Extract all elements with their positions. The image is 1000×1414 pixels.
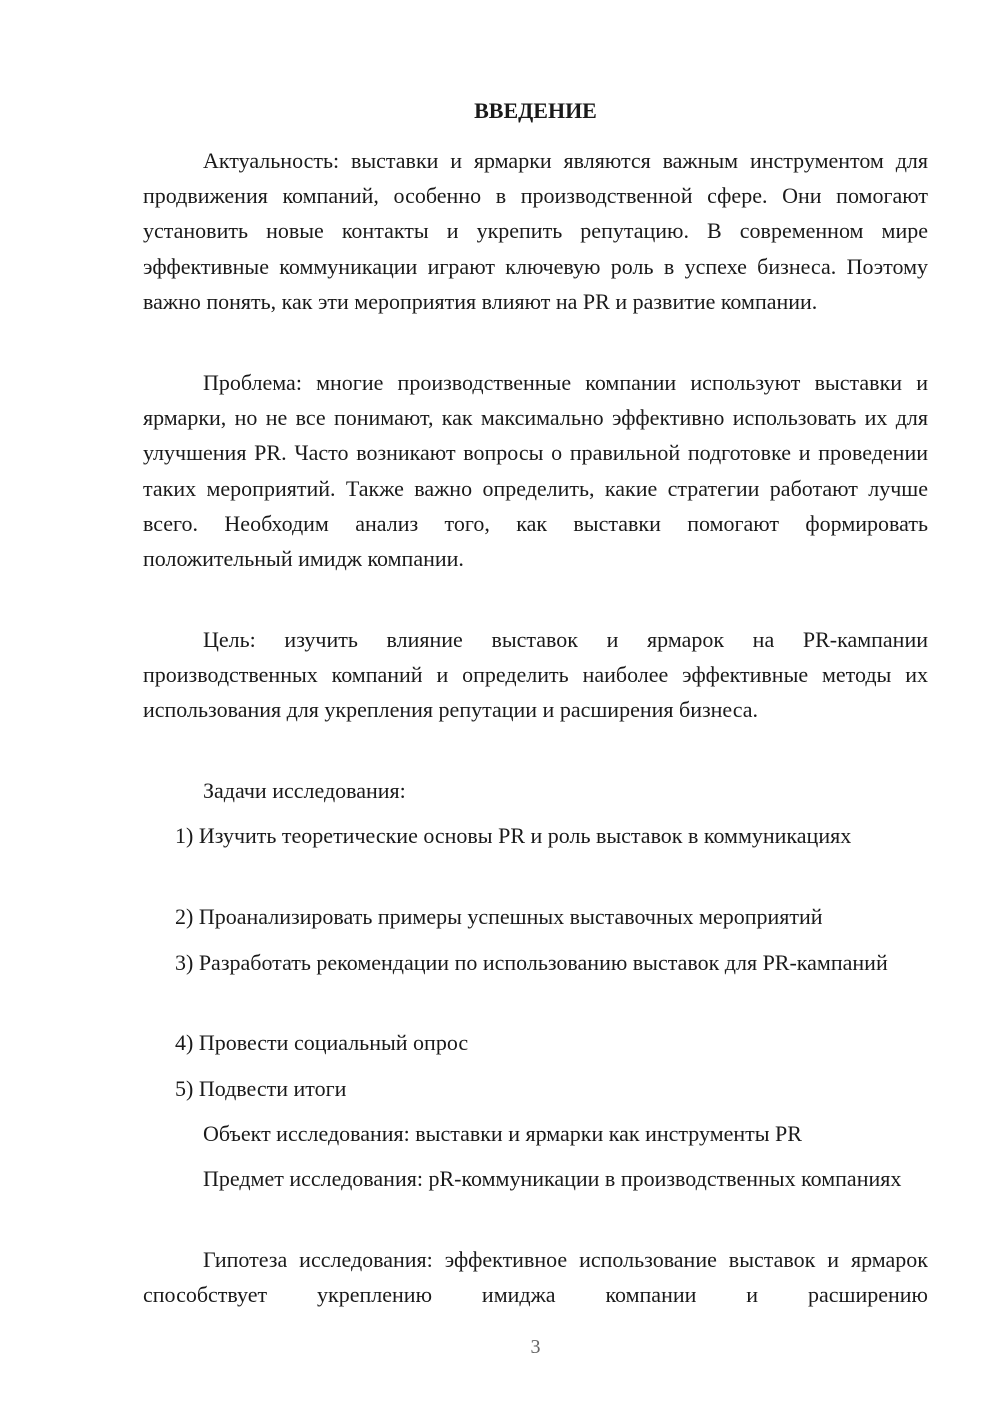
- paragraph-object: Объект исследования: выставки и ярмарки как инструменты PR: [203, 1121, 802, 1146]
- paragraph-subject: Предмет исследования: pR-коммуникации в производственных компаниях: [203, 1166, 902, 1191]
- tasks-title: Задачи исследования:: [203, 778, 406, 803]
- task-item-5: 5) Подвести итоги: [175, 1076, 347, 1101]
- paragraph-hypothesis: Гипотеза исследования: эффективное использование выставок и ярмарок способствует укреплению имиджа компании и расширению: [143, 1247, 928, 1308]
- task-item-2: 2) Проанализировать примеры успешных выставочных мероприятий: [175, 904, 823, 929]
- task-item-4: 4) Провести социальный опрос: [175, 1030, 469, 1055]
- paragraph-problem: Проблема: многие производственные компании используют выставки и ярмарки, но не все понимают, как максимально эффективно использовать их для улучшения PR. Часто возникают вопросы о правильной подготовке и проведении таких мероприятий. Также важно определить, какие стратегии работают лучше всего. Необходим анализ того, как выставки помогают формировать положительный имидж компании.: [143, 370, 928, 572]
- page-heading: ВВЕДЕНИЕ: [474, 98, 597, 123]
- paragraph-goal: Цель: изучить влияние выставок и ярмарок на PR-кампании производственных компаний и определить наиболее эффективные методы их использования для укрепления репутации и расширения бизнеса.: [143, 627, 928, 723]
- paragraph-relevance: Актуальность: выставки и ярмарки являются важным инструментом для продвижения компаний, особенно в производственной сфере. Они помогают установить новые контакты и укрепить репутацию. В современном мире эффективные коммуникации играют ключевую роль в успехе бизнеса. Поэтому важно понять, как эти мероприятия влияют на PR и развитие компании.: [143, 148, 928, 314]
- document-page: [143, 0, 928, 1414]
- task-item-1: 1) Изучить теоретические основы PR и роль выставок в коммуникациях: [175, 823, 852, 848]
- task-item-3: 3) Разработать рекомендации по использованию выставок для PR-кампаний: [175, 950, 888, 975]
- page-number: 3: [530, 1336, 541, 1358]
